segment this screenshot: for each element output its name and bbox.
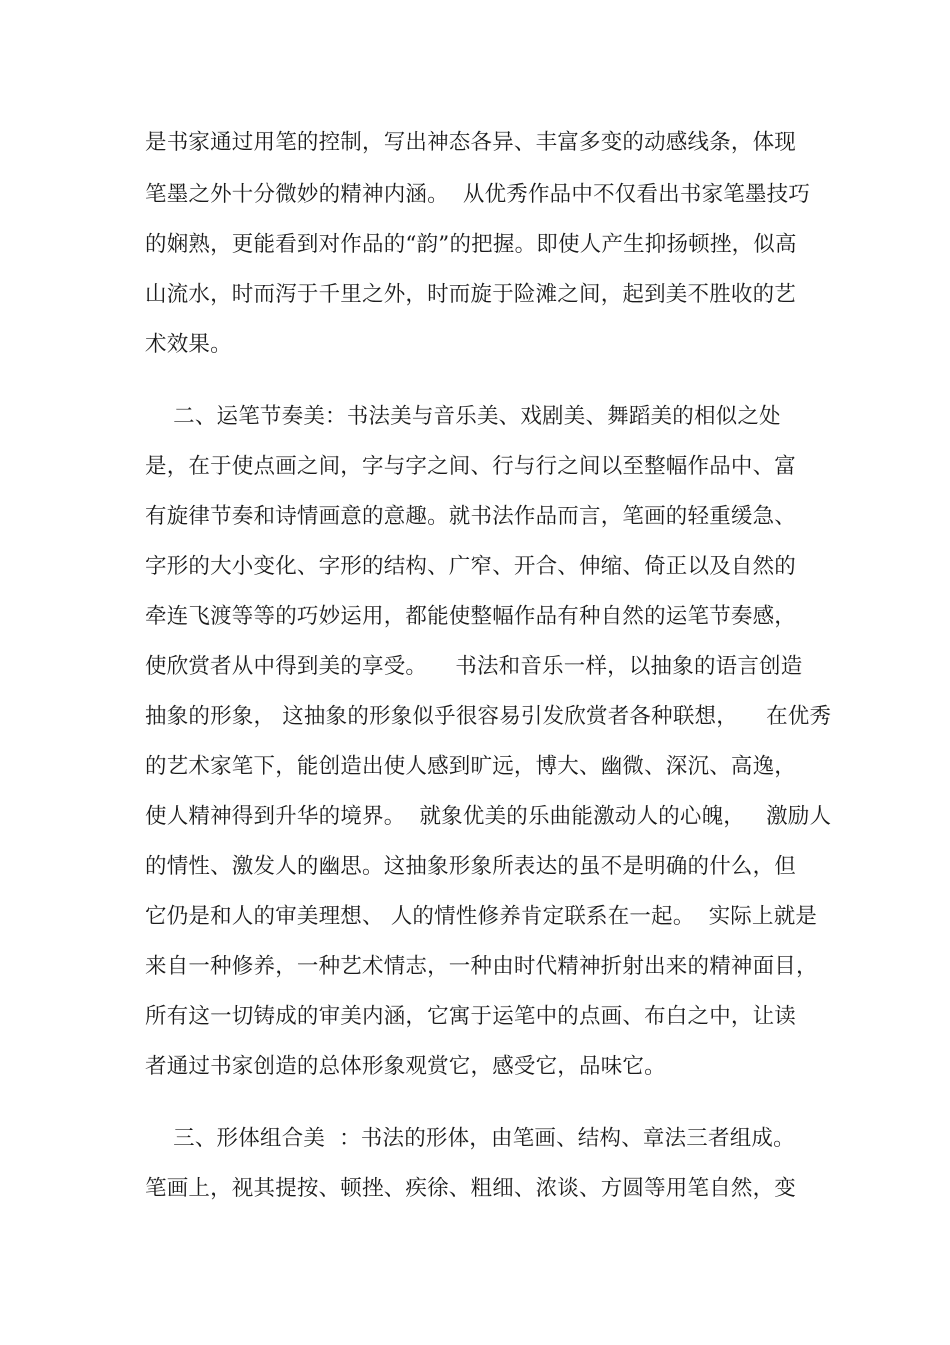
text-line: 抽象的形象， 这抽象的形象似乎很容易引发欣赏者各种联想， 在优秀 xyxy=(145,704,832,729)
text-line: 它仍是和人的审美理想、 人的情性修养肯定联系在一起。 实际上就是 xyxy=(145,904,818,929)
text-line: 所有这一切铸成的审美内涵，它寓于运笔中的点画、布白之中，让读 xyxy=(145,1004,797,1029)
text-line: 的情性、激发人的幽思。这抽象形象所表达的虽不是明确的什么，但 xyxy=(145,854,797,879)
text-line: 使人精神得到升华的境界。 就象优美的乐曲能激动人的心魄， 激励人 xyxy=(145,804,832,829)
text-line: 字形的大小变化、字形的结构、广窄、开合、伸缩、倚正以及自然的 xyxy=(145,554,797,579)
text-line: 是，在于使点画之间，字与字之间、行与行之间以至整幅作品中、富 xyxy=(145,454,797,479)
text-line: 是书家通过用笔的控制，写出神态各异、丰富多变的动感线条，体现 xyxy=(145,130,797,155)
text-line: 山流水，时而泻于千里之外，时而旋于险滩之间，起到美不胜收的艺 xyxy=(145,282,797,307)
text-line: 的艺术家笔下，能创造出使人感到旷远，博大、幽微、深沉、高逸， xyxy=(145,754,797,779)
text-line: 来自一种修养，一种艺术情志，一种由时代精神折射出来的精神面目， xyxy=(145,954,818,979)
text-line: 笔墨之外十分微妙的精神内涵。 从优秀作品中不仅看出书家笔墨技巧 xyxy=(145,182,811,207)
text-line: 牵连飞渡等等的巧妙运用，都能使整幅作品有种自然的运笔节奏感， xyxy=(145,604,797,629)
text-line: 有旋律节奏和诗情画意的意趣。就书法作品而言，笔画的轻重缓急、 xyxy=(145,504,797,529)
text-line: 笔画上，视其提按、顿挫、疾徐、粗细、浓谈、方圆等用笔自然，变 xyxy=(145,1176,797,1201)
text-line: 的娴熟，更能看到对作品的“韵”的把握。即使人产生抑扬顿挫，似高 xyxy=(145,232,797,257)
text-line: 三、形体组合美 ：书法的形体，由笔画、结构、章法三者组成。 xyxy=(145,1126,795,1151)
text-line: 使欣赏者从中得到美的享受。 书法和音乐一样，以抽象的语言创造 xyxy=(145,654,803,679)
text-line: 术效果。 xyxy=(145,332,232,357)
text-line: 二、运笔节奏美：书法美与音乐美、戏剧美、舞蹈美的相似之处 xyxy=(145,404,781,429)
text-line: 者通过书家创造的总体形象观赏它，感受它，品味它。 xyxy=(145,1054,666,1079)
